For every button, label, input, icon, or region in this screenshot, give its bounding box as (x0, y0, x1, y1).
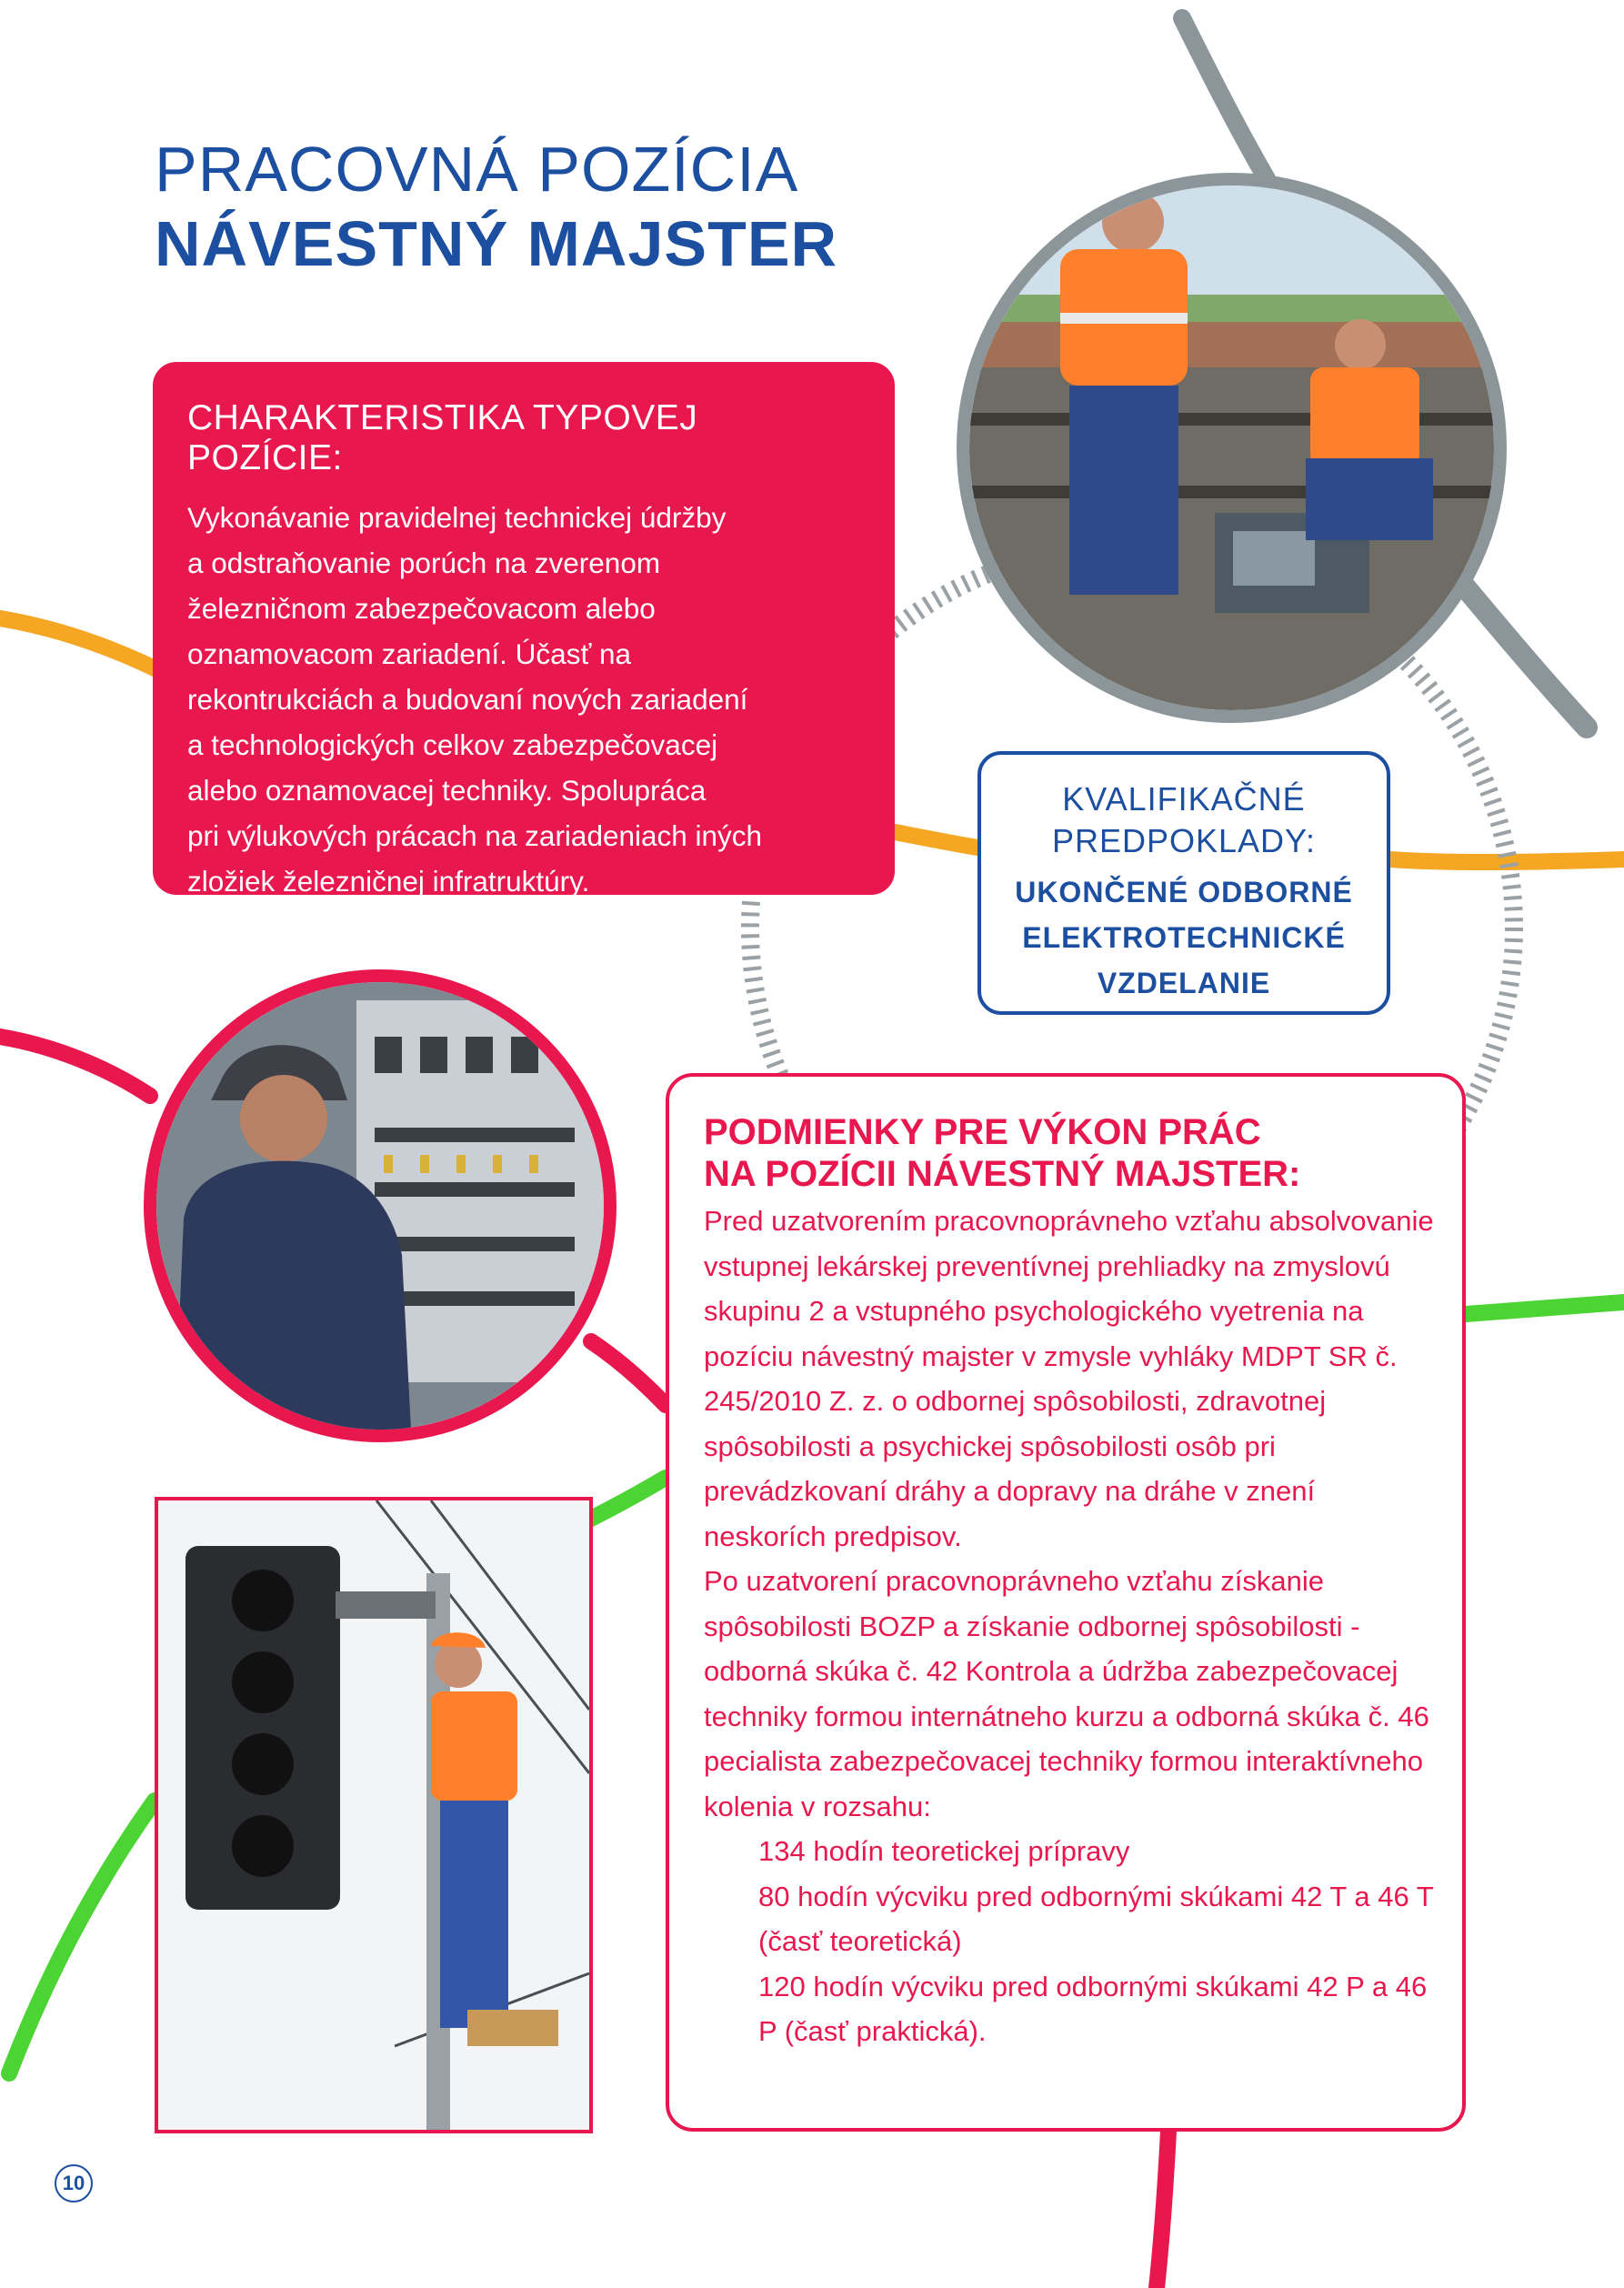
characteristics-line: rekontrukciách a budovaní nových zariadení (187, 683, 748, 716)
training-item: 80 hodín výcviku pred odbornými skúkami 42 T a 46 T (časť teoretická) (758, 1880, 1434, 1957)
characteristics-text (187, 495, 862, 904)
qualification-label-line: KVALIFIKAČNÉ (1062, 780, 1306, 818)
qualification-value-line: VZDELANIE (1097, 967, 1271, 999)
title-line-2: NÁVESTNÝ MAJSTER (155, 207, 838, 279)
qualification-value (981, 869, 1387, 1006)
page-title (155, 136, 837, 277)
qualification-value-line: ELEKTROTECHNICKÉ (1022, 921, 1346, 954)
characteristics-line: pri výlukových prácach na zariadeniach iných (187, 819, 763, 852)
characteristics-line: zložiek železničnej infratruktúry. (187, 865, 590, 898)
conditions-heading (704, 1111, 1435, 1195)
title-line-1: PRACOVNÁ POZÍCIA (155, 134, 799, 205)
page-number: 10 (55, 2164, 93, 2203)
training-list (704, 1829, 1435, 2054)
characteristics-heading: CHARAKTERISTIKA TYPOVEJ POZÍCIE: (187, 398, 698, 477)
signal-mast-photo (155, 1497, 593, 2133)
relay-panel-photo (144, 969, 617, 1442)
training-item: 134 hodín teoretickej prípravy (758, 1835, 1130, 1867)
conditions-paragraph-1: Pred uzatvorením pracovnoprávneho vzťahu absolvovanie vstupnej lekárskej preventívnej prehliadky na zmyslovú skupinu 2 a vstupného psychologického vyetrenia na pozíciu návestný majster v zmysle vyhláky MDPT SR č. 245/2010 Z. z. o odbornej spôsobilosti, zdravotnej spôsobilosti a psychickej spôsobilosti osôb pri prevádzkovaní dráhy a dopravy na dráhe v znení neskorích predpisov. (704, 1205, 1434, 1552)
conditions-paragraph-2: Po uzatvorení pracovnoprávneho vzťahu získanie spôsobilosti BOZP a získanie odbornej spôsobilosti - odborná skúka č. 42 Kontrola a údržba zabezpečovacej techniky formou internátneho kurzu a odborná skúka č. 46 pecialista zabezpečovacej techniky formou interaktívneho kolenia v rozsahu: (704, 1565, 1429, 1822)
characteristics-line: oznamovacom zariadení. Účasť na (187, 637, 632, 670)
characteristics-line: železničnom zabezpečovacom alebo (187, 592, 656, 625)
characteristics-line: a technologických celkov zabezpečovacej (187, 728, 718, 761)
workers-photo (957, 173, 1507, 723)
conditions-box (666, 1073, 1466, 2132)
characteristics-line: a odstraňovanie porúch na zverenom (187, 547, 661, 579)
qualification-label-line: PREDPOKLADY: (1051, 822, 1317, 859)
characteristics-box (153, 362, 895, 898)
qualification-box (977, 751, 1390, 1015)
qualification-value-line: UKONČENÉ ODBORNÉ (1015, 876, 1353, 908)
characteristics-line: Vykonávanie pravidelnej technickej údržby (187, 501, 727, 534)
qualification-label (981, 778, 1387, 862)
training-item: 120 hodín výcviku pred odbornými skúkami 42 P a 46 P (časť praktická). (758, 1970, 1428, 2047)
characteristics-line: alebo oznamovacej techniky. Spolupráca (187, 774, 707, 807)
conditions-heading-line: NA POZÍCII NÁVESTNÝ MAJSTER: (704, 1154, 1301, 1194)
conditions-heading-line: PODMIENKY PRE VÝKON PRÁC (704, 1112, 1261, 1152)
